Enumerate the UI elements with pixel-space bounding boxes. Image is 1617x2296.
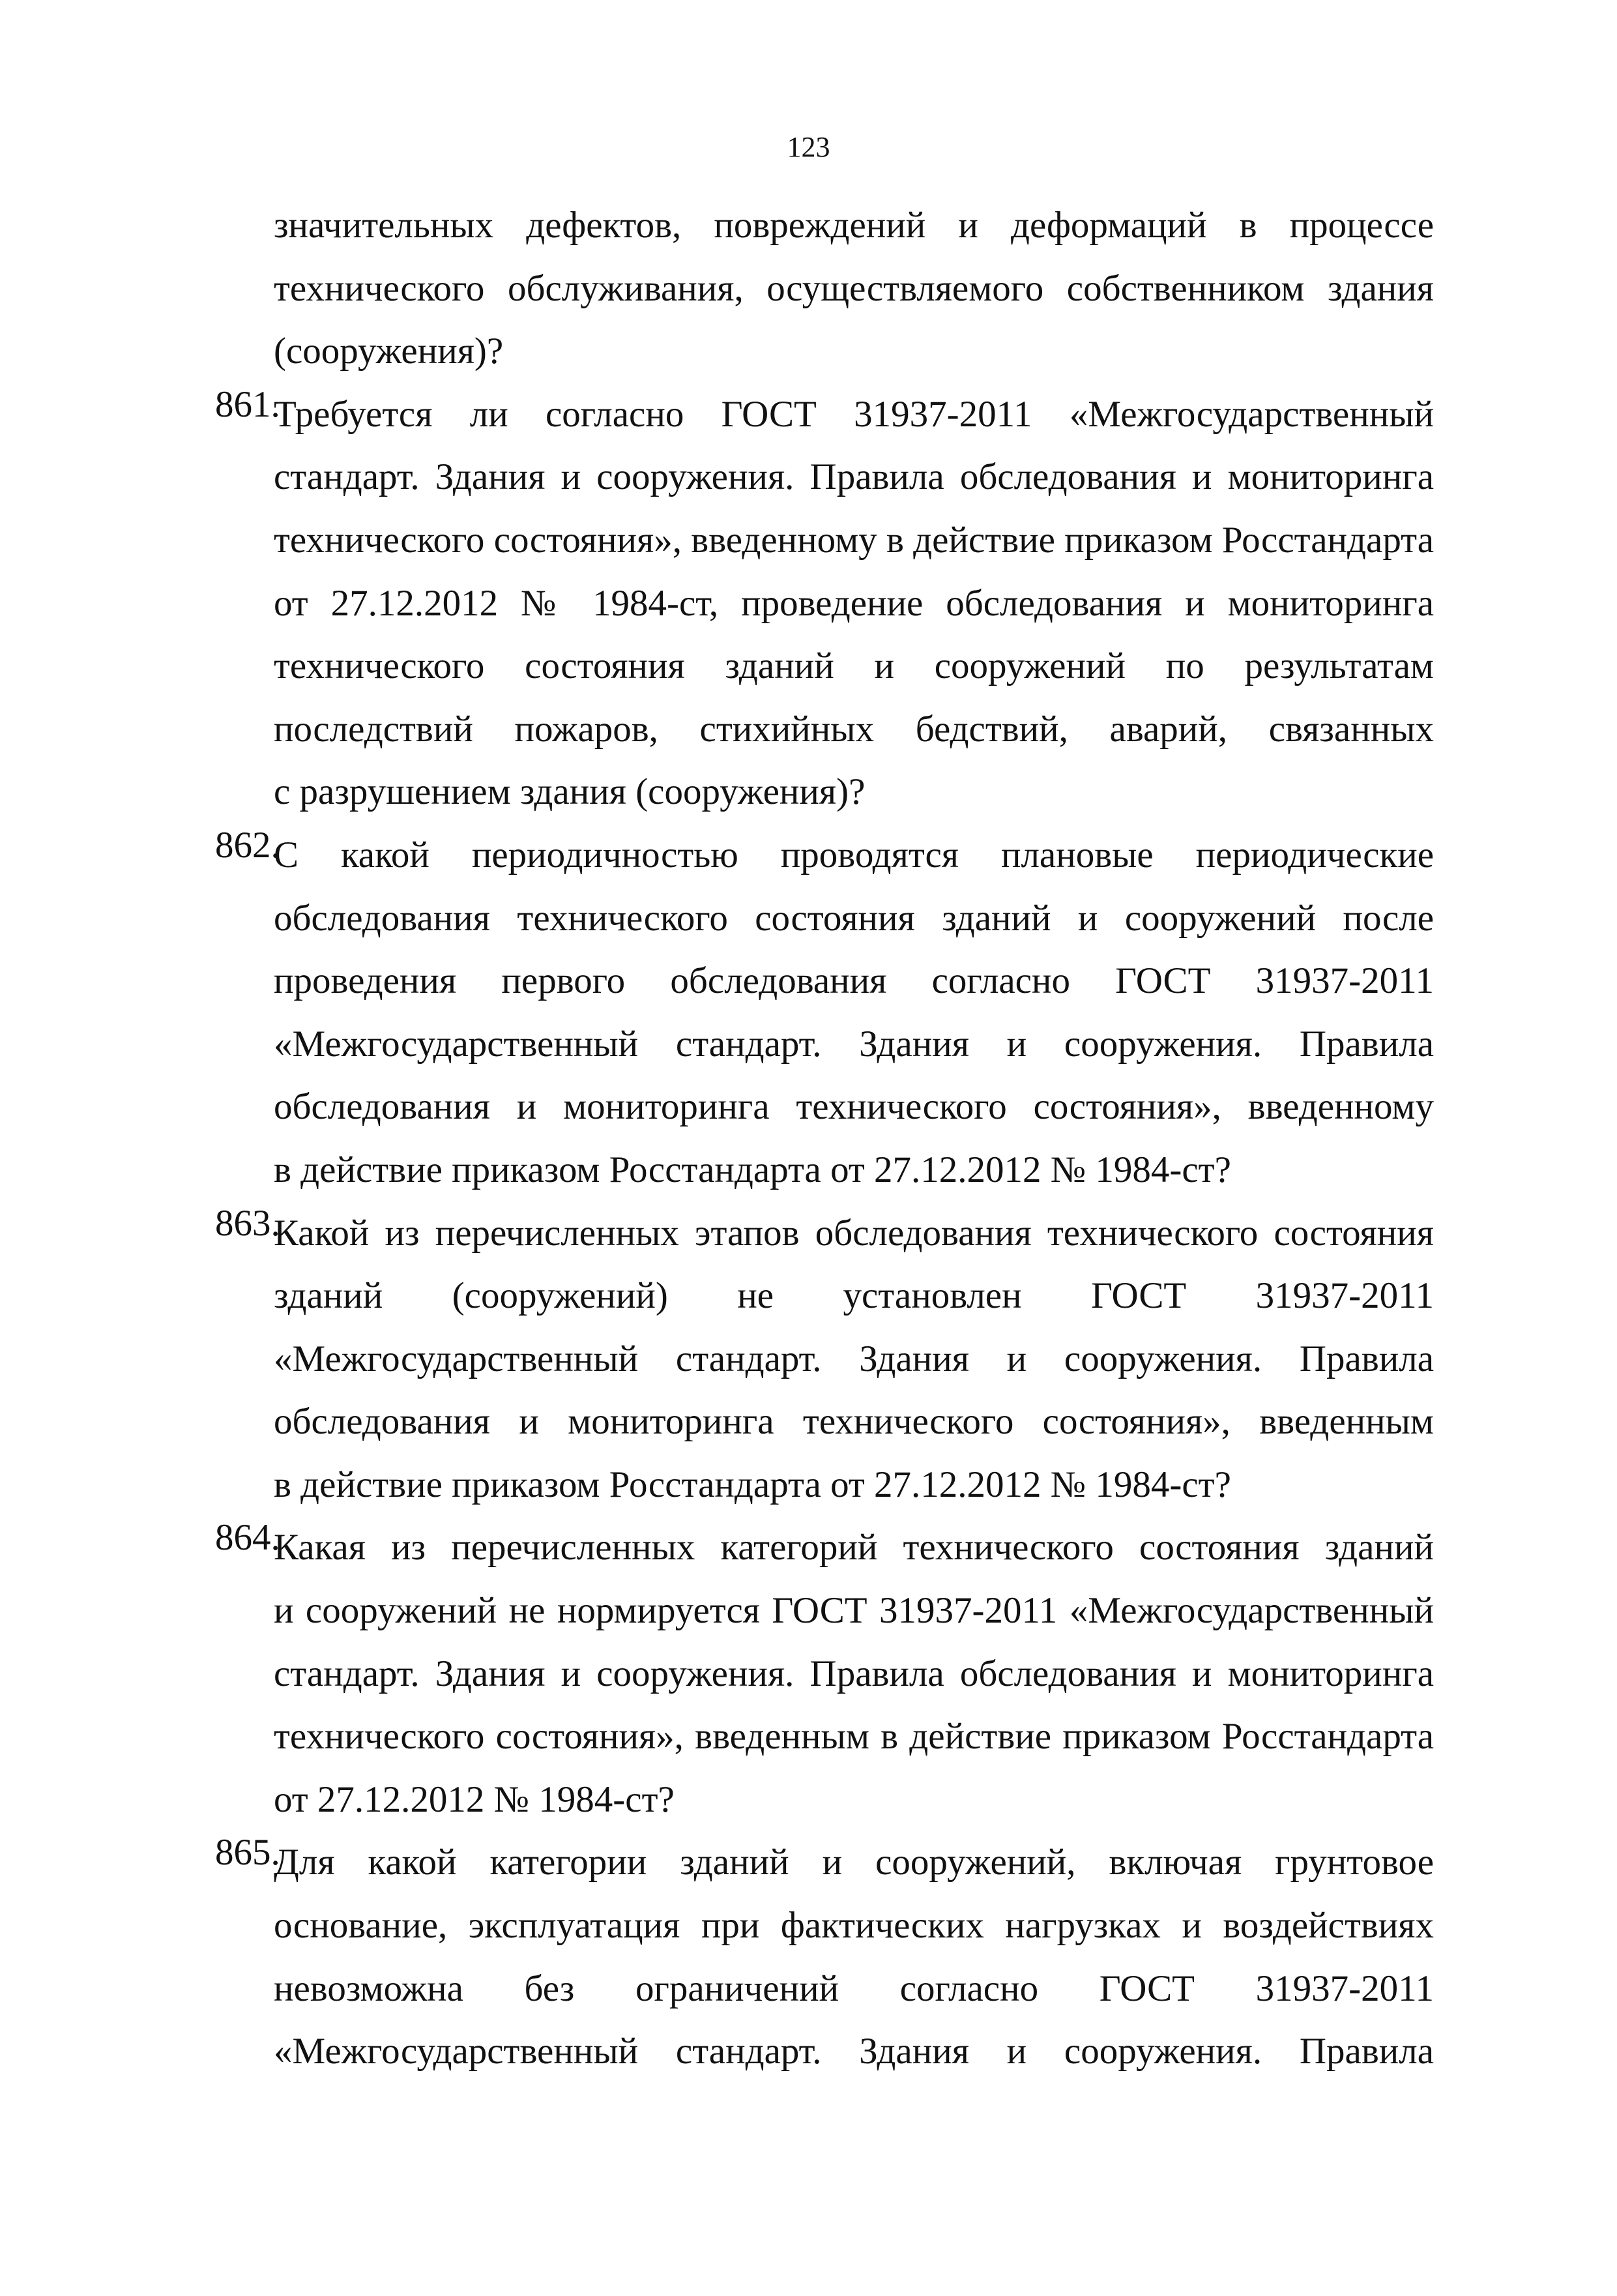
text-line: обследования и мониторинга технического состояния», введенным [274,1401,1434,1443]
document-body [215,194,1434,2083]
text-line: С какой периодичностью проводятся плановые периодические [274,834,1434,876]
question-865 [215,1831,1434,2083]
text-line: технического обслуживания, осуществляемого собственником здания [274,267,1434,309]
question-863 [215,1202,1434,1517]
text-line: технического состояния», введенным в действие приказом Росстандарта [274,1716,1434,1758]
question-860-continuation [215,194,1434,383]
text-line: «Межгосударственный стандарт. Здания и сооружения. Правила [274,1023,1434,1065]
question-862 [215,824,1434,1202]
question-number: 861. [215,383,280,425]
text-line: и сооружений не нормируется ГОСТ 31937-2011 «Межгосударственный [274,1590,1434,1632]
question-number: 862. [215,824,280,866]
text-line: (сооружения)? [274,331,504,372]
text-line: обследования и мониторинга технического состояния», введенному [274,1086,1434,1128]
text-line: «Межгосударственный стандарт. Здания и сооружения. Правила [274,1338,1434,1379]
text-line: «Межгосударственный стандарт. Здания и сооружения. Правила [274,2031,1434,2072]
text-line: значительных дефектов, повреждений и деформаций в процессе [274,205,1434,246]
text-line: обследования технического состояния зданий и сооружений после [274,897,1434,939]
text-line: проведения первого обследования согласно ГОСТ 31937-2011 [274,960,1434,1002]
text-line: стандарт. Здания и сооружения. Правила обследования и мониторинга [274,1653,1434,1694]
text-line: Для какой категории зданий и сооружений, включая грунтовое [274,1842,1434,1883]
text-line: технического состояния зданий и сооружений по результатам [274,645,1434,687]
text-line: стандарт. Здания и сооружения. Правила обследования и мониторинга [274,456,1434,498]
page-number: 123 [787,131,830,163]
question-864 [215,1516,1434,1831]
text-line: от 27.12.2012 № 1984-ст? [274,1778,675,1820]
text-line: в действие приказом Росстандарта от 27.12.2012 № 1984-ст? [274,1464,1231,1505]
question-861 [215,383,1434,824]
text-line: в действие приказом Росстандарта от 27.12.2012 № 1984-ст? [274,1149,1231,1190]
text-line: невозможна без ограничений согласно ГОСТ 31937-2011 [274,1967,1434,2009]
text-line: Требуется ли согласно ГОСТ 31937-2011 «Межгосударственный [274,393,1434,435]
text-line: от 27.12.2012 № 1984-ст, проведение обследования и мониторинга [274,582,1434,624]
text-line: последствий пожаров, стихийных бедствий, аварий, связанных [274,708,1434,750]
text-line: Какая из перечисленных категорий технического состояния зданий [274,1527,1434,1568]
text-line: с разрушением здания (сооружения)? [274,771,866,813]
question-number: 864. [215,1517,280,1559]
question-number: 863. [215,1202,280,1244]
text-line: Какой из перечисленных этапов обследования технического состояния [274,1212,1434,1254]
text-line: технического состояния», введенному в действие приказом Росстандарта [274,519,1434,561]
text-line: зданий (сооружений) не установлен ГОСТ 31937-2011 [274,1275,1434,1317]
question-number: 865. [215,1832,280,1874]
text-line: основание, эксплуатация при фактических нагрузках и воздействиях [274,1905,1434,1947]
